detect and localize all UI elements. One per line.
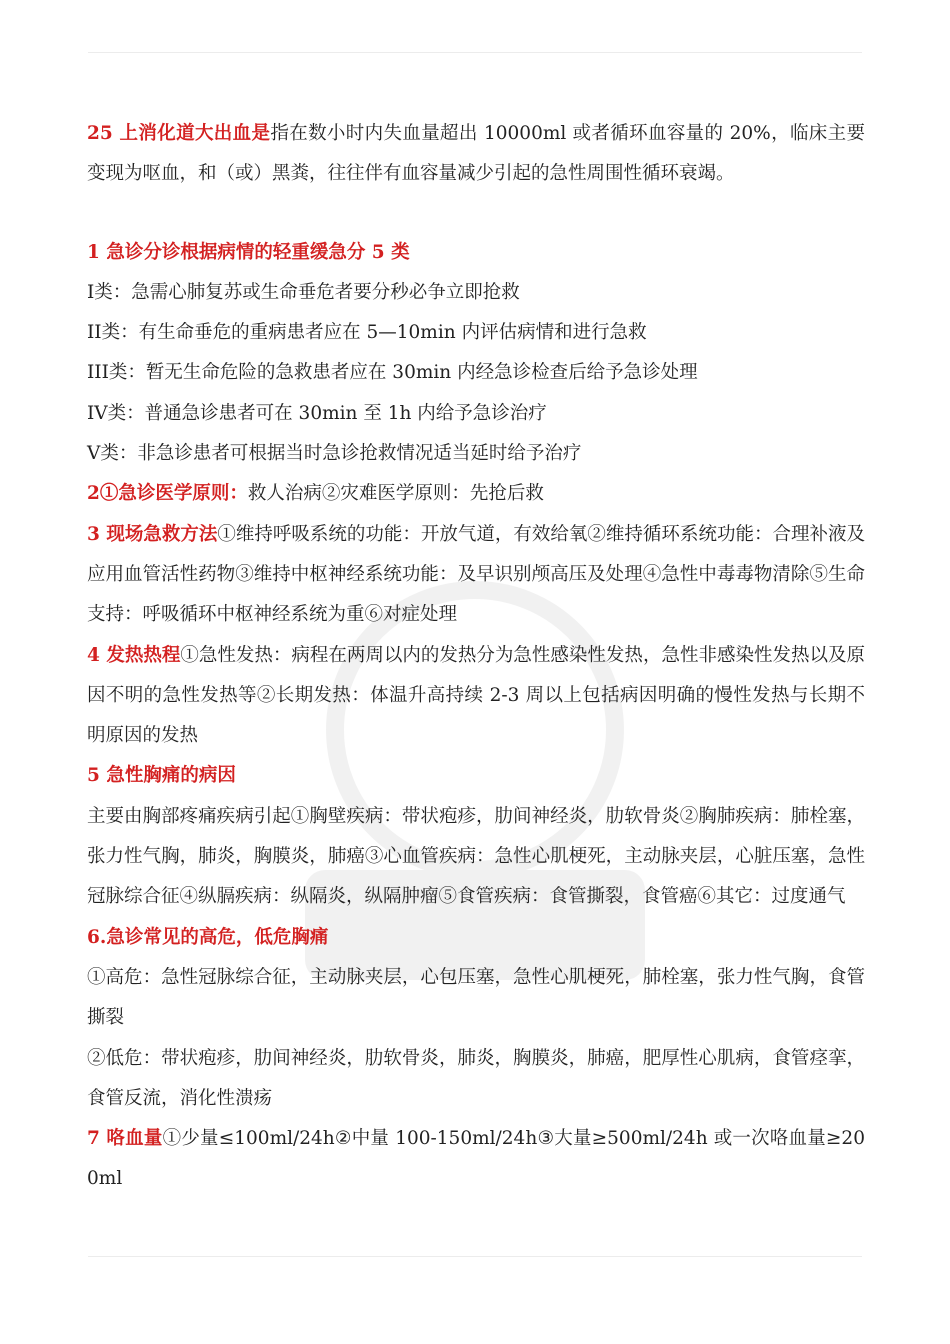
s1-item-4: IV类：普通急诊患者可在 30min 至 1h 内给予急诊治疗: [87, 402, 547, 424]
s6-high-risk: ①高危：急性冠脉综合征，主动脉夹层，心包压塞，急性心肌梗死，肺栓塞，张力性气胸，食管撕裂: [87, 966, 865, 1029]
s3-paragraph: [87, 515, 865, 636]
s7-heading: 7 咯血量: [87, 1128, 163, 1150]
s7-text: ①少量≤100ml/24h②中量 100-150ml/24h③大量≥500ml/24h 或一次咯血量≥200ml: [87, 1128, 865, 1190]
s1-item-1: I类：急需心肺复苏或生命垂危者要分秒必争立即抢救: [87, 281, 520, 303]
bottom-divider: [88, 1256, 862, 1257]
document-body: [87, 114, 865, 1200]
intro-heading: 25 上消化道大出血是: [87, 123, 271, 144]
s3-text: ①维持呼吸系统的功能：开放气道，有效给氧②维持循环系统功能：合理补液及应用血管活性药物③维持中枢神经系统功能：及早识别颅高压及处理④急性中毒毒物清除⑤生命支持：呼吸循环中枢神经系统为重⑥对症处理: [87, 523, 865, 626]
s4-text: ①急性发热：病程在两周以内的发热分为急性感染性发热，急性非感染性发热以及原因不明的急性发热等②长期发热：体温升高持续 2-3 周以上包括病因明确的慢性发热与长期不明原因的发热: [87, 644, 865, 747]
s1-heading: 1 急诊分诊根据病情的轻重缓急分 5 类: [87, 241, 410, 263]
s4-paragraph: [87, 636, 865, 757]
s6-heading: 6.急诊常见的高危，低危胸痛: [87, 926, 329, 948]
s2-heading: 2①急诊医学原则：: [87, 483, 248, 505]
intro-paragraph: [87, 114, 865, 195]
s3-heading: 3 现场急救方法: [87, 523, 218, 545]
s4-heading: 4 发热热程: [87, 644, 181, 666]
intro-text: 指在数小时内失血量超出 10000ml 或者循环血容量的 20%，临床主要变现为呕血，和（或）黑粪，往往伴有血容量减少引起的急性周围性循环衰竭。: [87, 123, 865, 185]
s5-text: 主要由胸部疼痛疾病引起①胸壁疾病：带状疱疹，肋间神经炎，肋软骨炎②胸肺疾病：肺栓塞，张力性气胸，肺炎，胸膜炎，肺癌③心血管疾病：急性心肌梗死，主动脉夹层，心脏压塞，急性冠脉综合征④纵膈疾病：纵隔炎，纵隔肿瘤⑤食管疾病：食管撕裂，食管癌⑥其它：过度通气: [87, 805, 865, 908]
s5-heading: 5 急性胸痛的病因: [87, 765, 236, 787]
s7-paragraph: [87, 1119, 865, 1200]
s6-low-risk: ②低危：带状疱疹，肋间神经炎，肋软骨炎，肺炎，胸膜炎，肺癌，肥厚性心肌病，食管痉挛，食管反流，消化性溃疡: [87, 1047, 865, 1109]
s2-text: 救人治病②灾难医学原则：先抢后救: [247, 483, 544, 505]
s1-item-2: II类：有生命垂危的重病患者应在 5—10min 内评估病情和进行急救: [87, 322, 647, 344]
s1-item-5: V类：非急诊患者可根据当时急诊抢救情况适当延时给予治疗: [87, 443, 582, 465]
top-divider: [88, 52, 862, 53]
s1-item-3: III类：暂无生命危险的急救患者应在 30min 内经急诊检查后给予急诊处理: [87, 362, 698, 384]
s2-paragraph: [87, 474, 865, 514]
section-gap: [87, 195, 865, 233]
